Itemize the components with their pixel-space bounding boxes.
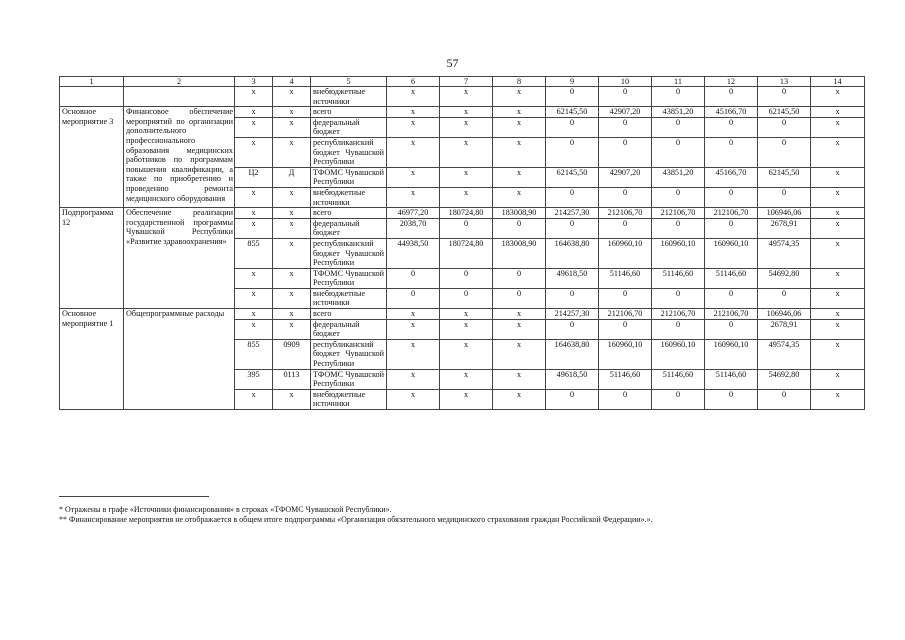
value-cell: x bbox=[811, 137, 865, 167]
column-number-6: 6 bbox=[387, 77, 440, 87]
value-cell: 0 bbox=[652, 87, 705, 107]
measure-cell bbox=[60, 137, 124, 167]
value-cell: 0 bbox=[599, 87, 652, 107]
description-cell bbox=[124, 288, 235, 308]
value-cell: x bbox=[273, 117, 311, 137]
funding-source-cell: федеральный бюджет bbox=[311, 117, 387, 137]
value-cell: x bbox=[235, 389, 273, 409]
value-cell: 62145,50 bbox=[546, 107, 599, 118]
value-cell: 0 bbox=[599, 319, 652, 339]
value-cell: 49574,35 bbox=[758, 238, 811, 268]
value-cell: x bbox=[811, 319, 865, 339]
column-number-1: 1 bbox=[60, 77, 124, 87]
value-cell: x bbox=[235, 268, 273, 288]
measure-cell bbox=[60, 167, 124, 187]
value-cell: x bbox=[273, 389, 311, 409]
value-cell: 0 bbox=[599, 288, 652, 308]
value-cell: 160960,10 bbox=[705, 339, 758, 369]
value-cell: x bbox=[493, 389, 546, 409]
value-cell: x bbox=[811, 218, 865, 238]
value-cell: x bbox=[811, 309, 865, 320]
value-cell: 2678,91 bbox=[758, 319, 811, 339]
value-cell: 51146,60 bbox=[652, 369, 705, 389]
value-cell: x bbox=[273, 107, 311, 118]
table-row bbox=[60, 339, 865, 369]
value-cell: 212106,70 bbox=[599, 208, 652, 219]
funding-source-cell: федеральный бюджет bbox=[311, 218, 387, 238]
value-cell: x bbox=[235, 107, 273, 118]
value-cell: 0 bbox=[546, 117, 599, 137]
value-cell: x bbox=[440, 137, 493, 167]
value-cell: 0 bbox=[546, 187, 599, 207]
value-cell: x bbox=[811, 87, 865, 107]
value-cell: 183008,90 bbox=[493, 208, 546, 219]
value-cell: 0 bbox=[387, 288, 440, 308]
value-cell: 160960,10 bbox=[599, 339, 652, 369]
value-cell: x bbox=[493, 137, 546, 167]
value-cell: 0 bbox=[758, 117, 811, 137]
value-cell: x bbox=[440, 117, 493, 137]
value-cell: x bbox=[493, 339, 546, 369]
value-cell: x bbox=[387, 167, 440, 187]
value-cell: 49618,50 bbox=[546, 369, 599, 389]
funding-source-cell: ТФОМС Чувашской Республики bbox=[311, 268, 387, 288]
value-cell: 160960,10 bbox=[652, 238, 705, 268]
table-row bbox=[60, 268, 865, 288]
value-cell: 855 bbox=[235, 339, 273, 369]
value-cell: 2678,91 bbox=[758, 218, 811, 238]
value-cell: x bbox=[273, 137, 311, 167]
footnotes bbox=[59, 505, 849, 525]
column-number-10: 10 bbox=[599, 77, 652, 87]
column-number-11: 11 bbox=[652, 77, 705, 87]
value-cell: 0 bbox=[652, 187, 705, 207]
value-cell: 0 bbox=[599, 117, 652, 137]
value-cell: 42907,20 bbox=[599, 167, 652, 187]
value-cell: x bbox=[811, 288, 865, 308]
value-cell: x bbox=[273, 208, 311, 219]
funding-source-cell: всего bbox=[311, 309, 387, 320]
column-number-12: 12 bbox=[705, 77, 758, 87]
value-cell: x bbox=[235, 137, 273, 167]
value-cell: x bbox=[273, 268, 311, 288]
page-number: 57 bbox=[446, 56, 459, 70]
value-cell: Д bbox=[273, 167, 311, 187]
value-cell: 0 bbox=[758, 187, 811, 207]
value-cell: x bbox=[387, 339, 440, 369]
value-cell: 0 bbox=[705, 288, 758, 308]
value-cell: 0 bbox=[440, 268, 493, 288]
value-cell: 62145,50 bbox=[546, 167, 599, 187]
value-cell: x bbox=[493, 369, 546, 389]
value-cell: 0 bbox=[758, 389, 811, 409]
measure-text: Основное мероприятие 1 bbox=[62, 309, 114, 328]
value-cell: 0 bbox=[546, 137, 599, 167]
value-cell: 0 bbox=[387, 268, 440, 288]
value-cell: 0 bbox=[705, 389, 758, 409]
value-cell: x bbox=[493, 107, 546, 118]
table-row bbox=[60, 389, 865, 409]
value-cell: 212106,70 bbox=[599, 309, 652, 320]
value-cell: 0 bbox=[705, 187, 758, 207]
value-cell: x bbox=[273, 238, 311, 268]
value-cell: x bbox=[235, 288, 273, 308]
value-cell: x bbox=[273, 87, 311, 107]
value-cell: 0 bbox=[652, 137, 705, 167]
value-cell: x bbox=[440, 339, 493, 369]
value-cell: 0 bbox=[599, 218, 652, 238]
funding-source-cell: внебюджетные источники bbox=[311, 87, 387, 107]
value-cell: x bbox=[811, 369, 865, 389]
value-cell: x bbox=[811, 268, 865, 288]
value-cell: x bbox=[811, 389, 865, 409]
measure-cell bbox=[60, 389, 124, 409]
measure-cell bbox=[60, 187, 124, 207]
value-cell: 0 bbox=[758, 288, 811, 308]
column-number-5: 5 bbox=[311, 77, 387, 87]
value-cell: 51146,60 bbox=[652, 268, 705, 288]
description-cell bbox=[124, 107, 235, 203]
description-text: Финансовое обеспечение мероприятий по организации дополнительного профессионального образования медицинских работников по программам повышения квалификации, а также по приобретению и проведению ремонта медицинского оборудования bbox=[126, 107, 233, 203]
value-cell: 43851,20 bbox=[652, 107, 705, 118]
value-cell: 0 bbox=[493, 268, 546, 288]
value-cell: x bbox=[440, 319, 493, 339]
value-cell: x bbox=[387, 187, 440, 207]
funding-source-cell: всего bbox=[311, 107, 387, 118]
value-cell: 212106,70 bbox=[705, 309, 758, 320]
column-number-14: 14 bbox=[811, 77, 865, 87]
funding-source-cell: республиканский бюджет Чувашской Республики bbox=[311, 339, 387, 369]
description-cell bbox=[124, 339, 235, 369]
value-cell: 0 bbox=[652, 117, 705, 137]
value-cell: x bbox=[387, 389, 440, 409]
value-cell: x bbox=[493, 87, 546, 107]
value-cell: 164638,80 bbox=[546, 238, 599, 268]
value-cell: 0 bbox=[652, 319, 705, 339]
value-cell: 180724,80 bbox=[440, 208, 493, 219]
measure-cell bbox=[60, 238, 124, 268]
column-number-8: 8 bbox=[493, 77, 546, 87]
value-cell: x bbox=[811, 187, 865, 207]
value-cell: 183008,90 bbox=[493, 238, 546, 268]
measure-cell bbox=[60, 87, 124, 107]
measure-cell bbox=[60, 288, 124, 308]
value-cell: x bbox=[387, 319, 440, 339]
value-cell: x bbox=[387, 107, 440, 118]
value-cell: 0 bbox=[546, 87, 599, 107]
funding-source-cell: внебюджетные источники bbox=[311, 187, 387, 207]
value-cell: x bbox=[273, 288, 311, 308]
value-cell: 0 bbox=[705, 87, 758, 107]
table-row bbox=[60, 87, 865, 107]
value-cell: 106946,06 bbox=[758, 208, 811, 219]
value-cell: 44938,50 bbox=[387, 238, 440, 268]
value-cell: 395 bbox=[235, 369, 273, 389]
value-cell: 0 bbox=[546, 319, 599, 339]
footnote-divider bbox=[59, 496, 209, 497]
table-header-row bbox=[60, 77, 865, 87]
value-cell: 0113 bbox=[273, 369, 311, 389]
value-cell: 2038,70 bbox=[387, 218, 440, 238]
value-cell: x bbox=[387, 117, 440, 137]
value-cell: x bbox=[493, 309, 546, 320]
value-cell: 0 bbox=[652, 218, 705, 238]
table-row bbox=[60, 208, 865, 219]
description-cell bbox=[124, 87, 235, 107]
measure-cell bbox=[60, 339, 124, 369]
description-cell bbox=[124, 208, 235, 246]
value-cell: x bbox=[387, 137, 440, 167]
value-cell: 0 bbox=[652, 288, 705, 308]
description-cell bbox=[124, 319, 235, 339]
value-cell: 0 bbox=[758, 137, 811, 167]
value-cell: 0 bbox=[758, 87, 811, 107]
measure-cell bbox=[60, 107, 124, 126]
value-cell: 0 bbox=[599, 187, 652, 207]
value-cell: 0 bbox=[493, 218, 546, 238]
value-cell: 0 bbox=[493, 288, 546, 308]
value-cell: x bbox=[235, 319, 273, 339]
value-cell: 855 bbox=[235, 238, 273, 268]
value-cell: x bbox=[493, 117, 546, 137]
value-cell: x bbox=[273, 319, 311, 339]
value-cell: 0 bbox=[705, 117, 758, 137]
description-cell bbox=[124, 389, 235, 409]
value-cell: 51146,60 bbox=[599, 268, 652, 288]
measure-cell bbox=[60, 369, 124, 389]
measure-text: Подпрограмма 12 bbox=[62, 208, 114, 227]
value-cell: 51146,60 bbox=[599, 369, 652, 389]
value-cell: 51146,60 bbox=[705, 369, 758, 389]
value-cell: 0 bbox=[599, 137, 652, 167]
footnote-1: * Отражены в графе «Источники финансирования» в строках «ТФОМС Чувашской Республики». bbox=[59, 505, 392, 514]
value-cell: 212106,70 bbox=[652, 208, 705, 219]
column-number-7: 7 bbox=[440, 77, 493, 87]
value-cell: x bbox=[493, 319, 546, 339]
measure-cell bbox=[60, 208, 124, 227]
value-cell: x bbox=[493, 187, 546, 207]
funding-source-cell: ТФОМС Чувашской Республики bbox=[311, 369, 387, 389]
value-cell: 0 bbox=[705, 137, 758, 167]
value-cell: x bbox=[811, 117, 865, 137]
value-cell: x bbox=[235, 218, 273, 238]
value-cell: 0 bbox=[546, 218, 599, 238]
value-cell: 180724,80 bbox=[440, 238, 493, 268]
value-cell: 0 bbox=[705, 218, 758, 238]
value-cell: Ц2 bbox=[235, 167, 273, 187]
funding-source-cell: республиканский бюджет Чувашской Республики bbox=[311, 238, 387, 268]
value-cell: x bbox=[811, 167, 865, 187]
value-cell: x bbox=[440, 107, 493, 118]
value-cell: 214257,30 bbox=[546, 208, 599, 219]
value-cell: x bbox=[440, 167, 493, 187]
value-cell: x bbox=[440, 369, 493, 389]
value-cell: x bbox=[440, 187, 493, 207]
value-cell: x bbox=[273, 218, 311, 238]
value-cell: x bbox=[440, 389, 493, 409]
value-cell: 106946,06 bbox=[758, 309, 811, 320]
value-cell: 49618,50 bbox=[546, 268, 599, 288]
value-cell: 54692,80 bbox=[758, 369, 811, 389]
table-row bbox=[60, 319, 865, 339]
value-cell: x bbox=[235, 187, 273, 207]
description-cell bbox=[124, 268, 235, 288]
value-cell: x bbox=[493, 167, 546, 187]
value-cell: x bbox=[235, 117, 273, 137]
value-cell: 45166,70 bbox=[705, 167, 758, 187]
value-cell: 51146,60 bbox=[705, 268, 758, 288]
value-cell: x bbox=[811, 238, 865, 268]
table-row bbox=[60, 369, 865, 389]
table-row bbox=[60, 309, 865, 320]
value-cell: 0 bbox=[652, 389, 705, 409]
value-cell: 212106,70 bbox=[705, 208, 758, 219]
value-cell: 0 bbox=[546, 288, 599, 308]
value-cell: x bbox=[235, 87, 273, 107]
column-number-2: 2 bbox=[124, 77, 235, 87]
value-cell: 42907,20 bbox=[599, 107, 652, 118]
funding-source-cell: внебюджетные источники bbox=[311, 389, 387, 409]
value-cell: 164638,80 bbox=[546, 339, 599, 369]
description-text: Общепрограммные расходы bbox=[126, 309, 225, 319]
value-cell: 0909 bbox=[273, 339, 311, 369]
value-cell: 0 bbox=[599, 389, 652, 409]
funding-source-cell: федеральный бюджет bbox=[311, 319, 387, 339]
value-cell: x bbox=[387, 309, 440, 320]
column-number-13: 13 bbox=[758, 77, 811, 87]
value-cell: 0 bbox=[440, 288, 493, 308]
description-cell bbox=[124, 369, 235, 389]
value-cell: x bbox=[440, 309, 493, 320]
table-row bbox=[60, 107, 865, 118]
column-number-3: 3 bbox=[235, 77, 273, 87]
value-cell: x bbox=[440, 87, 493, 107]
value-cell: x bbox=[235, 309, 273, 320]
value-cell: 212106,70 bbox=[652, 309, 705, 320]
value-cell: 160960,10 bbox=[705, 238, 758, 268]
description-cell bbox=[124, 309, 235, 320]
value-cell: 46977,20 bbox=[387, 208, 440, 219]
value-cell: x bbox=[811, 339, 865, 369]
funding-source-cell: ТФОМС Чувашской Республики bbox=[311, 167, 387, 187]
table-row bbox=[60, 288, 865, 308]
value-cell: x bbox=[811, 107, 865, 118]
value-cell: 43851,20 bbox=[652, 167, 705, 187]
budget-table bbox=[59, 76, 865, 410]
description-text: Обеспечение реализации государственной программы Чувашской Республики «Развитие здравоохранения» bbox=[126, 208, 233, 246]
value-cell: 0 bbox=[440, 218, 493, 238]
funding-source-cell: внебюджетные источники bbox=[311, 288, 387, 308]
value-cell: 214257,30 bbox=[546, 309, 599, 320]
value-cell: x bbox=[387, 87, 440, 107]
column-number-9: 9 bbox=[546, 77, 599, 87]
measure-text: Основное мероприятие 3 bbox=[62, 107, 114, 126]
value-cell: x bbox=[273, 309, 311, 320]
measure-cell bbox=[60, 268, 124, 288]
measure-cell bbox=[60, 309, 124, 328]
value-cell: 160960,10 bbox=[599, 238, 652, 268]
funding-source-cell: всего bbox=[311, 208, 387, 219]
value-cell: 62145,50 bbox=[758, 107, 811, 118]
value-cell: 160960,10 bbox=[652, 339, 705, 369]
funding-source-cell: республиканский бюджет Чувашской Республики bbox=[311, 137, 387, 167]
value-cell: x bbox=[387, 369, 440, 389]
column-number-4: 4 bbox=[273, 77, 311, 87]
footnote-2: ** Финансирование мероприятия не отображается в общем итоге подпрограммы «Организация обязательного медицинского страхования граждан Российской Федерации».». bbox=[59, 515, 653, 524]
value-cell: x bbox=[273, 187, 311, 207]
value-cell: 0 bbox=[705, 319, 758, 339]
value-cell: x bbox=[235, 208, 273, 219]
value-cell: 45166,70 bbox=[705, 107, 758, 118]
value-cell: x bbox=[811, 208, 865, 219]
value-cell: 0 bbox=[546, 389, 599, 409]
value-cell: 62145,50 bbox=[758, 167, 811, 187]
value-cell: 49574,35 bbox=[758, 339, 811, 369]
value-cell: 54692,80 bbox=[758, 268, 811, 288]
